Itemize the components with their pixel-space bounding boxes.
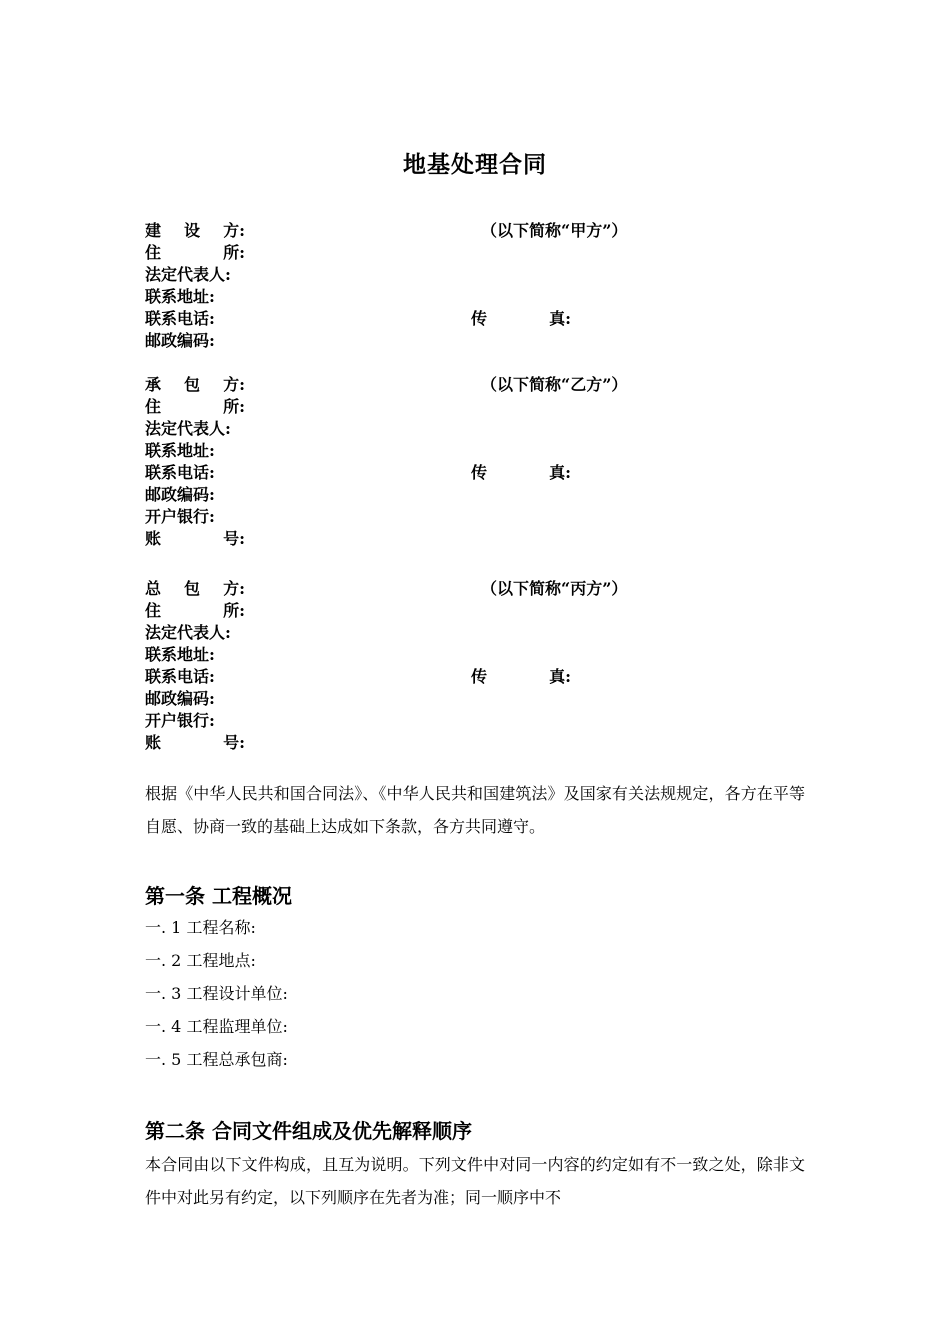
party-b-row [145,418,705,440]
document-title: 地基处理合同 [403,151,547,178]
article-1-item: 一. 1 工程名称: [145,918,256,937]
field-label: 联系电话: [145,309,215,328]
label-part: 传 [471,309,488,328]
party-a-row [145,264,705,286]
party-c-row [145,622,705,644]
label-part: 传 [471,667,488,686]
label-part: 所: [223,601,245,620]
field-label: 法定代表人: [145,623,231,642]
label-part: 承 [145,375,162,394]
field-label [145,600,245,622]
label-part: 包 [184,579,201,598]
label-part: 方: [223,579,245,598]
label-part: 住 [145,601,162,620]
article-1-item: 一. 5 工程总承包商: [145,1050,288,1069]
fax-label [471,308,571,330]
label-part: 真: [549,463,571,482]
article-2-heading: 第二条 合同文件组成及优先解释顺序 [145,1119,472,1143]
party-b-row [145,374,705,396]
party-c-row [145,578,705,600]
article-1-heading: 第一条 工程概况 [145,884,292,908]
fax-label [471,462,571,484]
field-label [145,578,245,600]
label-part: 方: [223,221,245,240]
field-label: 法定代表人: [145,265,231,284]
field-label: 联系地址: [145,645,215,664]
field-label: 联系地址: [145,441,215,460]
party-b-row [145,528,705,550]
field-label: 联系地址: [145,287,215,306]
field-label [145,242,245,264]
party-a-row [145,308,705,330]
article-1-item: 一. 3 工程设计单位: [145,984,288,1003]
label-part: 真: [549,667,571,686]
label-part: 建 [145,221,162,240]
field-label: 邮政编码: [145,331,215,350]
article-2-paragraph: 本合同由以下文件构成，且互为说明。下列文件中对同一内容的约定如有不一致之处，除非文件中对此另有约定，以下列顺序在先者为准；同一顺序中不 [145,1155,805,1207]
label-part: 住 [145,397,162,416]
field-label [145,528,245,550]
party-b-row [145,506,705,528]
label-part: 账 [145,529,162,548]
field-label: 开户银行: [145,711,215,730]
field-label: 开户银行: [145,507,215,526]
article-1-item: 一. 2 工程地点: [145,951,256,970]
field-label: 邮政编码: [145,689,215,708]
party-b-row [145,462,705,484]
party-b-row [145,484,705,506]
label-part: 真: [549,309,571,328]
field-label: 联系电话: [145,667,215,686]
party-c-row [145,644,705,666]
label-part: 账 [145,733,162,752]
label-part: 方: [223,375,245,394]
label-part: 总 [145,579,162,598]
party-a-row [145,220,705,242]
party-b-block [145,374,705,550]
field-label: 邮政编码: [145,485,215,504]
label-part: 所: [223,397,245,416]
party-c-row [145,710,705,732]
party-a-row [145,286,705,308]
party-c-row [145,600,705,622]
label-part: 住 [145,243,162,262]
party-c-block [145,578,705,754]
field-label [145,374,245,396]
label-part: 设 [184,221,201,240]
field-label: 联系电话: [145,463,215,482]
party-a-row [145,330,705,352]
party-b-alias: （以下简称“乙方”） [481,375,628,394]
fax-label [471,666,571,688]
party-c-alias: （以下简称“丙方”） [481,579,628,598]
article-1-item: 一. 4 工程监理单位: [145,1017,288,1036]
label-part: 传 [471,463,488,482]
party-b-row [145,396,705,418]
party-a-alias: （以下简称“甲方”） [481,221,628,240]
label-part: 号: [223,733,245,752]
field-label [145,220,245,242]
party-a-row [145,242,705,264]
label-part: 号: [223,529,245,548]
field-label: 法定代表人: [145,419,231,438]
label-part: 所: [223,243,245,262]
label-part: 包 [184,375,201,394]
field-label [145,396,245,418]
party-c-row [145,688,705,710]
field-label [145,732,245,754]
party-b-row [145,440,705,462]
preamble-paragraph: 根据《中华人民共和国合同法》、《中华人民共和国建筑法》及国家有关法规规定，各方在平等自愿、协商一致的基础上达成如下条款，各方共同遵守。 [145,784,805,836]
party-a-block [145,220,705,352]
party-c-row [145,666,705,688]
party-c-row [145,732,705,754]
